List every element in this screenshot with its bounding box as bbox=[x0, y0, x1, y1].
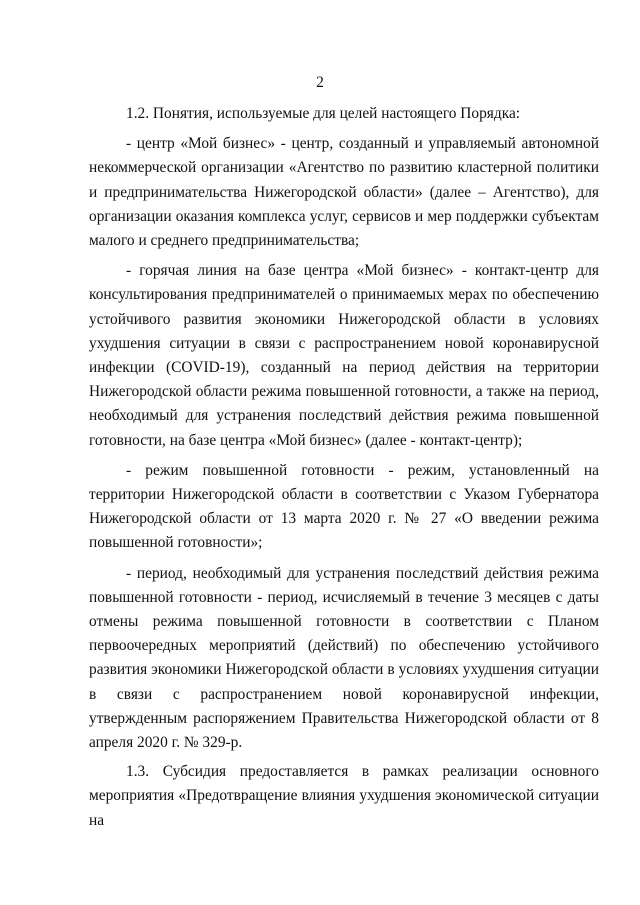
page-number: 2 bbox=[316, 74, 324, 91]
paragraph-definition-readiness-mode: - режим повышенной готовности - режим, установленный на территории Нижегородской области в соответствии с Указом Губернатора Нижегородской области от 13 марта 2020 г. № 27 «О введении режима повышенной готовности»; bbox=[89, 461, 599, 552]
paragraph-1-3: 1.3. Субсидия предоставляется в рамках реализации основного мероприятия «Предотвращение влияния ухудшения экономической ситуации на bbox=[89, 763, 599, 829]
paragraph-definition-hotline: - горячая линия на базе центра «Мой бизнес» - контакт-центр для консультирования предпринимателей о принимаемых мерах по обеспечению устойчивого развития экономики Нижегородской области в условиях ухудшения ситуации в связи с распространением новой коронавирусной инфекции (COVID-19), созданный на период действия на территории Нижегородской области режима повышенной готовности, а также на период, необходимый для устранения последствий действия режима повышенной готовности, на базе центра «Мой бизнес» (далее - контакт-центр); bbox=[89, 262, 599, 449]
paragraph-definition-recovery-period: - период, необходимый для устранения последствий действия режима повышенной готовности - период, исчисляемый в течение 3 месяцев с даты отмены режима повышенной готовности в соответствии с Планом первоочередных мероприятий (действий) по обеспечению устойчивого развития экономики Нижегородской области в условиях ухудшения ситуации в связи с распространением новой коронавирусной инфекции, утвержденным распоряжением Правительства Нижегородской области от 8 апреля 2020 г. № 329-р. bbox=[89, 564, 599, 752]
paragraph-1-2-heading: 1.2. Понятия, используемые для целей настоящего Порядка: bbox=[126, 105, 521, 122]
paragraph-definition-center: - центр «Мой бизнес» - центр, созданный и управляемый автономной некоммерческой организации «Агентство по развитию кластерной политики и предпринимательства Нижегородской области» (далее – Агентство), для организации оказания комплекса услуг, сервисов и мер поддержки субъектам малого и среднего предпринимательства; bbox=[89, 135, 599, 250]
document-body bbox=[89, 102, 599, 839]
